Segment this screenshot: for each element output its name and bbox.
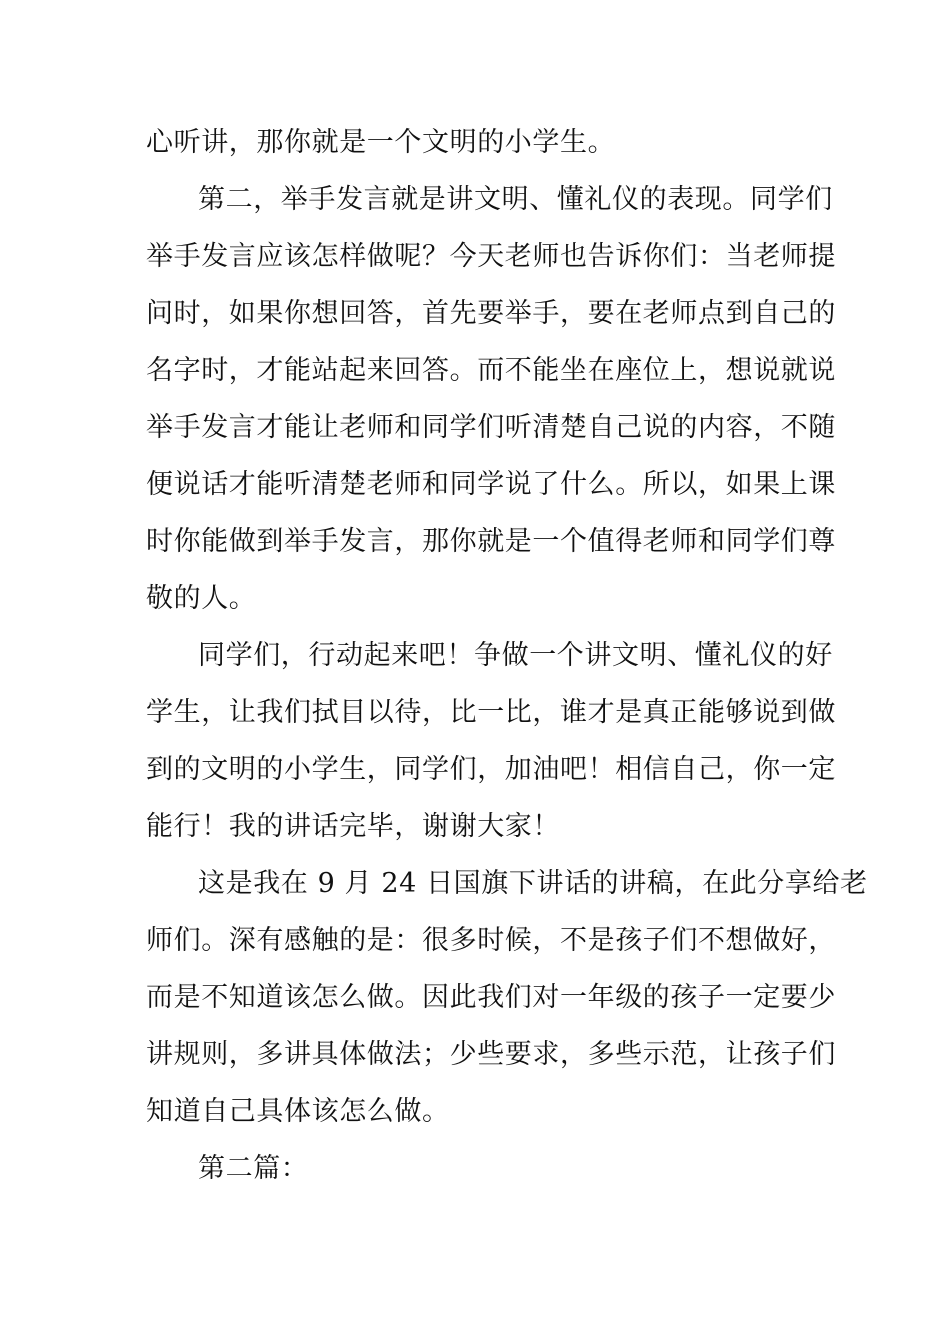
text-line: 能行！我的讲话完毕，谢谢大家！ [146,811,560,842]
text-line: 敬的人。 [146,583,257,614]
text-line: 举手发言才能让老师和同学们听清楚自己说的内容，不随 [146,412,836,443]
text-line: 时你能做到举手发言，那你就是一个值得老师和同学们尊 [146,526,836,557]
paragraph-start-line: 第二，举手发言就是讲文明、懂礼仪的表现。同学们 [198,184,833,215]
text-line: 便说话才能听清楚老师和同学说了什么。所以，如果上课 [146,469,836,500]
text-line: 知道自己具体该怎么做。 [146,1096,450,1127]
paragraph-start-line: 这是我在 9 月 24 日国旗下讲话的讲稿，在此分享给老 [198,868,868,899]
text-line: 学生，让我们拭目以待，比一比，谁才是真正能够说到做 [146,697,836,728]
text-line: 心听讲，那你就是一个文明的小学生。 [146,127,616,158]
text-line: 名字时，才能站起来回答。而不能坐在座位上，想说就说 [146,355,836,386]
text-line: 讲规则，多讲具体做法；少些要求，多些示范，让孩子们 [146,1039,836,1070]
text-line: 而是不知道该怎么做。因此我们对一年级的孩子一定要少 [146,982,836,1013]
text-line: 问时，如果你想回答，首先要举手，要在老师点到自己的 [146,298,836,329]
text-line: 到的文明的小学生，同学们，加油吧！相信自己，你一定 [146,754,836,785]
paragraph-start-line: 同学们，行动起来吧！争做一个讲文明、懂礼仪的好 [198,640,833,671]
text-line: 师们。深有感触的是：很多时候，不是孩子们不想做好， [146,925,836,956]
text-line: 举手发言应该怎样做呢？今天老师也告诉你们：当老师提 [146,241,836,272]
section-heading: 第二篇： [198,1153,309,1184]
